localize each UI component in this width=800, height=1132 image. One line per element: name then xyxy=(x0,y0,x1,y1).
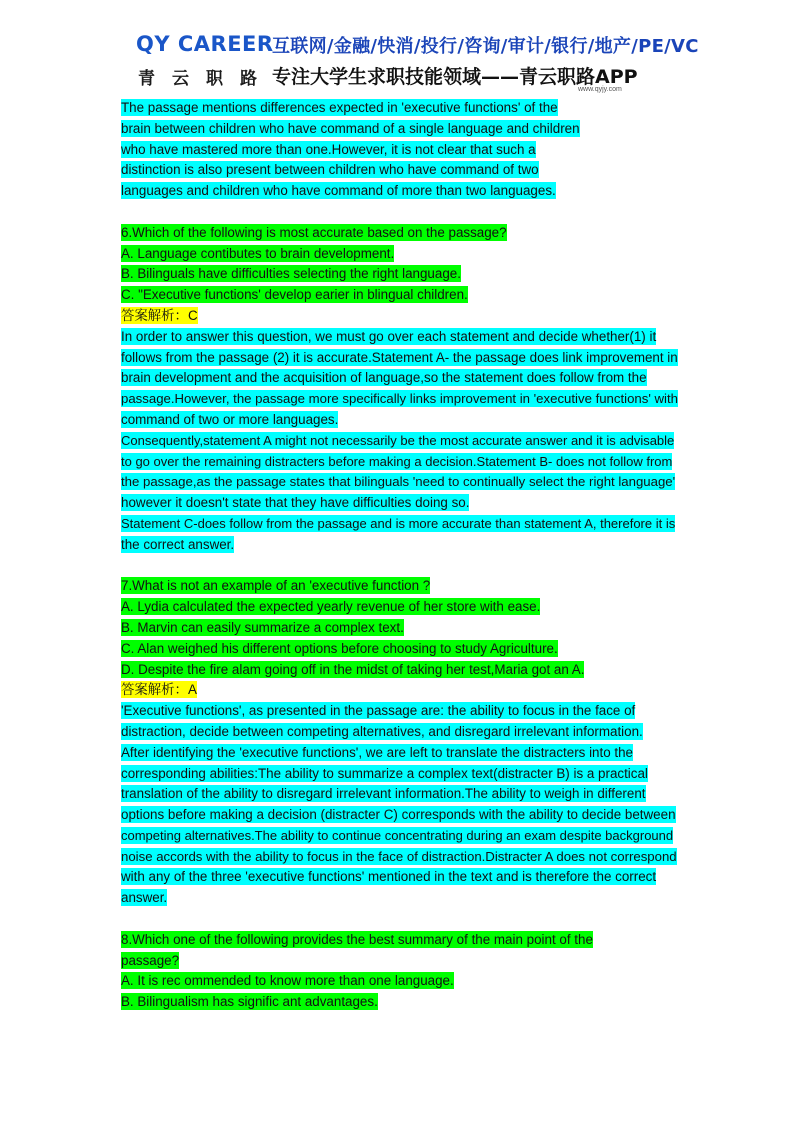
document-body xyxy=(121,98,679,1013)
option-b: B. Marvin can easily summarize a complex text. xyxy=(121,619,404,635)
intro-line: The passage mentions differences expected in 'executive functions' of the xyxy=(121,100,558,115)
option-a: A. It is rec ommended to know more than one language. xyxy=(121,973,454,989)
question-8: 8.Which one of the following provides the best summary of the main point of the xyxy=(121,931,593,947)
explanation-line: follows from the passage (2) it is accurate.Statement A- the passage does link improvement in xyxy=(121,349,678,365)
question-7: 7.What is not an example of an 'executive function ? xyxy=(121,578,431,594)
question-6: 6.Which of the following is most accurate based on the passage? xyxy=(121,224,507,240)
option-b: B. Bilingualism has signific ant advantages. xyxy=(121,994,378,1010)
explanation-line: corresponding abilities:The ability to summarize a complex text(distracter B) is a practical xyxy=(121,765,648,781)
explanation-line: distraction, decide between competing alternatives, and disregard irrelevant information. xyxy=(121,723,643,739)
brand-logo xyxy=(136,32,274,56)
explanation-line: to go over the remaining distracters before making a decision.Statement B- does not follow from xyxy=(121,453,673,469)
explanation-line: Statement C-does follow from the passage and is more accurate than statement A, therefore it is xyxy=(121,515,676,531)
explanation-line: brain development and the acquisition of language,so the statement does follow from the xyxy=(121,370,647,386)
explanation-line: command of two or more languages. xyxy=(121,411,339,427)
explanation-line: Consequently,statement A might not necessarily be the most accurate answer and it is advisable xyxy=(121,432,675,448)
intro-line: brain between children who have command of a single language and children xyxy=(121,120,580,136)
option-b: B. Bilinguals have difficulties selecting the right language. xyxy=(121,266,461,282)
question-8-cont: passage? xyxy=(121,952,180,968)
site-url: www.qyjy.com xyxy=(578,86,622,93)
intro-line: who have mastered more than one.However, it is not clear that such a xyxy=(121,141,536,157)
explanation-line: In order to answer this question, we must go over each statement and decide whether(1) it xyxy=(121,328,657,344)
option-c: C. Alan weighed his different options before choosing to study Agriculture. xyxy=(121,640,558,656)
explanation-line: 'Executive functions', as presented in the passage are: the ability to focus in the face of xyxy=(121,703,636,719)
explanation-line: competing alternatives.The ability to continue concentrating during an exam despite background xyxy=(121,827,674,843)
explanation-line: answer. xyxy=(121,890,168,906)
explanation-line: with any of the three 'executive functions' mentioned in the text and is therefore the correct xyxy=(121,869,657,885)
answer-label: 答案解析：A xyxy=(121,682,197,698)
option-c: C. "Executive functions' develop earier in blingual children. xyxy=(121,287,468,303)
brand-logo-cn: 青云职路 xyxy=(138,69,274,89)
explanation-line: passage.However, the passage more specifically links improvement in 'executive functions' with xyxy=(121,391,678,407)
explanation-line: options before making a decision (distracter C) corresponds with the ability to decide between xyxy=(121,807,676,823)
industry-tagline: 互联网/金融/快消/投行/咨询/审计/银行/地产/PE/VC xyxy=(272,36,699,57)
logo-text: QY CAREER xyxy=(136,32,274,56)
explanation-line: After identifying the 'executive functions', we are left to translate the distracters into the xyxy=(121,744,633,760)
explanation-line: noise accords with the ability to focus in the face of distraction.Distracter A does not correspond xyxy=(121,848,677,864)
option-d: D. Despite the fire alam going off in the midst of taking her test,Maria got an A. xyxy=(121,661,585,677)
explanation-line: however it doesn't state that they have difficulties doing so. xyxy=(121,495,470,511)
option-a: A. Lydia calculated the expected yearly revenue of her store with ease. xyxy=(121,599,541,615)
explanation-line: the passage,as the passage states that bilinguals 'need to continually select the right language' xyxy=(121,474,676,490)
explanation-line: translation of the ability to disregard irrelevant information.The ability to weigh in different xyxy=(121,786,646,802)
slogan-tagline: 专注大学生求职技能领域——青云职路APP xyxy=(272,66,638,88)
page-header xyxy=(0,0,800,98)
option-a: A. Language contibutes to brain development. xyxy=(121,245,395,261)
explanation-line: the correct answer. xyxy=(121,536,235,552)
intro-line: distinction is also present between children who have command of two xyxy=(121,162,539,178)
answer-label: 答案解析：C xyxy=(121,307,198,323)
intro-line: languages and children who have command of more than two languages. xyxy=(121,183,556,199)
